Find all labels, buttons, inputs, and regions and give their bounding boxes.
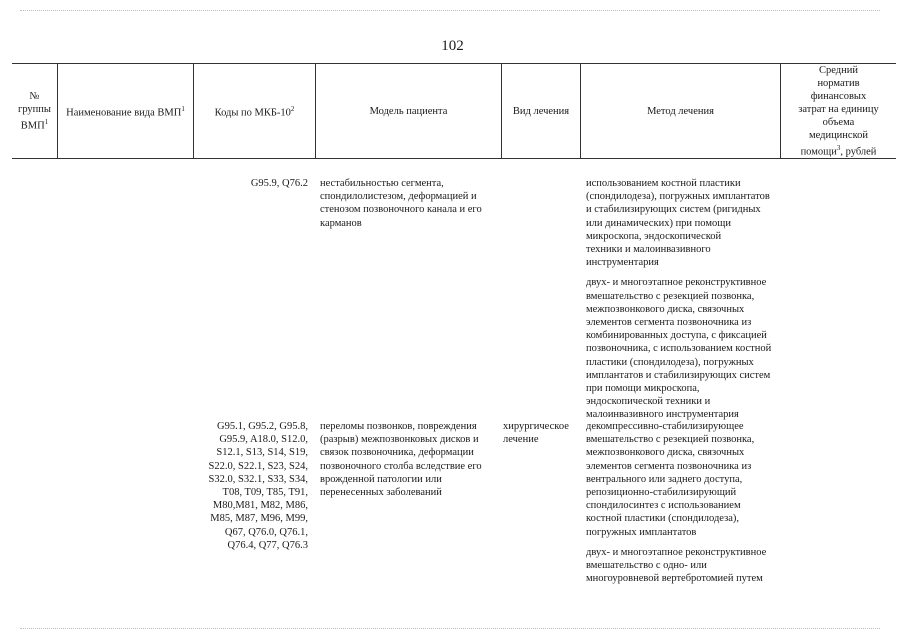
page-number: 102 <box>441 38 464 54</box>
header-patient-model-label: Модель пациента <box>369 105 448 117</box>
scan-artifact-bottom <box>20 628 880 630</box>
row2-patient-model: переломы позвонков, повреждения (разрыв) межпозвонковых дисков и связок позвоночника, деформации позвоночного столба вследствие его врожденной патологии или перенесенных заболеваний <box>320 421 482 499</box>
header-avg-cost-label: Средний норматив финансовых затрат на единицу объема медицинской помощи <box>798 64 879 158</box>
header-bottom-border <box>12 158 896 159</box>
row2-method-1: декомпрессивно-стабилизирующее вмешательство с резекцией позвонка, межпозвонкового диска, связочных элементов сегмента позвоночника из вентрального или заднего доступа, репозиционно-стабилизирующий спондилосинтез с использованием костной пластики (спондилодеза), погружных имплантатов <box>586 421 755 538</box>
row2-treatment-type: хирургическое лечение <box>503 421 569 446</box>
header-treatment-method-label: Метод лечения <box>647 105 714 117</box>
header-mkb-codes-sup: 2 <box>290 104 295 113</box>
header-avg-cost-sup: 3 <box>836 143 841 152</box>
header-vmp-name-sup: 1 <box>181 104 185 113</box>
header-treatment-type <box>502 64 580 158</box>
row1-patient-model: нестабильностью сегмента, спондилолистезом, деформацией и стенозом позвоночного канала и его карманов <box>320 178 482 229</box>
row2-method-2: двух- и многоэтапное реконструктивное вмешательство с одно- или многоуровневой вертебротомией путем <box>586 546 767 585</box>
row2-methods <box>586 420 786 592</box>
header-vmp-name-label: Наименование вида ВМП <box>66 107 182 119</box>
header-patient-model <box>316 64 501 158</box>
row1-mkb-codes: G95.9, Q76.2 <box>250 178 308 189</box>
row2-mkb-codes: G95.1, G95.2, G95.8, G95.9, A18.0, S12.0, S12.1, S13, S14, S19, S22.0, S22.1, S23, S24, S32.0, S32.1, S33, S34, T08, T09, T85, T91, M80,M81, M82, M86, M85, M87, M96, M99, Q67, Q76.0, Q76.1, Q76.4, Q77, Q76.3 <box>208 421 308 551</box>
row1-methods <box>586 177 786 429</box>
header-avg-cost-tail: , рублей <box>840 146 877 158</box>
header-group-number-label: № группы ВМП <box>18 90 51 132</box>
scan-artifact-top <box>20 10 880 12</box>
header-group-number-sup: 1 <box>44 117 49 126</box>
row1-method-2: двух- и многоэтапное реконструктивное вмешательство с резекцией позвонка, межпозвонкового диска, связочных элементов сегмента позвоночника из комбинированных доступа, с фиксацией позвоночника, с использованием костной пластики (спондилодеза), погружных имплантатов и стабилизирующих систем при помощи микроскопа, эндоскопической техники и малоинвазивного инструментария <box>586 277 772 421</box>
header-mkb-codes <box>194 64 315 158</box>
header-avg-cost <box>781 64 896 158</box>
header-mkb-codes-label: Коды по МКБ-10 <box>214 107 291 119</box>
row1-method-1: использованием костной пластики (спондилодеза), погружных имплантатов и стабилизирующих систем (ригидных или динамических) при помощи микроскопа, эндоскопической техники и малоинвазивного инструментария <box>586 178 770 269</box>
header-treatment-method <box>581 64 780 158</box>
header-vmp-name <box>58 64 193 158</box>
header-treatment-type-label: Вид лечения <box>512 105 570 117</box>
header-group-number <box>12 64 57 158</box>
